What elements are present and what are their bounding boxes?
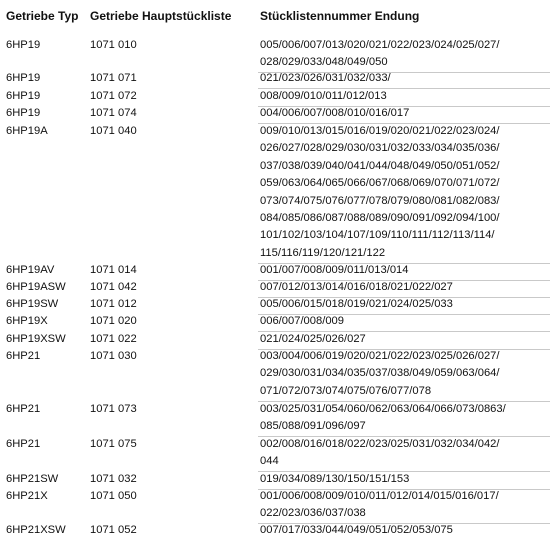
cell-getriebe-typ: 6HP21 [6, 438, 41, 450]
endung-line: 004/006/007/008/010/016/017 [260, 107, 410, 119]
endung-line: 021/023/026/031/032/033/ [260, 72, 391, 84]
cell-stuecklistennummer-endung [260, 471, 550, 488]
endung-line: 029/030/031/034/035/037/038/049/059/063/064/ [260, 367, 500, 380]
cell-hauptstueckliste: 1071 073 [90, 403, 137, 415]
cell-stuecklistennummer-endung [260, 522, 550, 539]
cell-getriebe-typ: 6HP19A [6, 125, 48, 137]
cell-getriebe-typ: 6HP19AV [6, 264, 55, 276]
cell-getriebe-typ: 6HP21XSW [6, 524, 66, 536]
cell-hauptstueckliste: 1071 030 [90, 350, 137, 362]
cell-getriebe-typ: 6HP19 [6, 39, 41, 51]
endung-line: 005/006/007/013/020/021/022/023/024/025/027/ [260, 39, 500, 51]
endung-line: 002/008/016/018/022/023/025/031/032/034/042/ [260, 438, 500, 450]
endung-line: 115/116/119/120/121/122 [260, 246, 386, 259]
header-getriebe-typ: Getriebe Typ [6, 9, 79, 23]
cell-stuecklistennummer-endung [260, 296, 550, 313]
endung-line: 085/088/091/096/097 [260, 420, 366, 433]
cell-stuecklistennummer-endung [260, 88, 550, 105]
cell-hauptstueckliste: 1071 014 [90, 264, 137, 276]
cell-getriebe-typ: 6HP19XSW [6, 333, 66, 345]
cell-stuecklistennummer-endung [260, 348, 550, 400]
endung-line: 021/024/025/026/027 [260, 333, 366, 345]
cell-getriebe-typ: 6HP21 [6, 350, 41, 362]
cell-getriebe-typ: 6HP21X [6, 490, 48, 502]
cell-stuecklistennummer-endung [260, 262, 550, 279]
cell-hauptstueckliste: 1071 074 [90, 107, 137, 119]
cell-getriebe-typ: 6HP21 [6, 403, 41, 415]
endung-line: 071/072/073/074/075/076/077/078 [260, 384, 432, 397]
endung-line: 001/007/008/009/011/013/014 [260, 264, 409, 276]
cell-getriebe-typ: 6HP21SW [6, 473, 59, 485]
cell-stuecklistennummer-endung [260, 37, 550, 72]
cell-stuecklistennummer-endung [260, 70, 550, 87]
endung-line: 006/007/008/009 [260, 315, 344, 327]
cell-getriebe-typ: 6HP19SW [6, 298, 59, 310]
cell-hauptstueckliste: 1071 042 [90, 281, 137, 293]
endung-line: 008/009/010/011/012/013 [260, 90, 387, 102]
cell-getriebe-typ: 6HP19 [6, 107, 41, 119]
cell-hauptstueckliste: 1071 010 [90, 39, 137, 51]
cell-hauptstueckliste: 1071 020 [90, 315, 137, 327]
endung-line: 019/034/089/130/150/151/153 [260, 473, 410, 485]
cell-getriebe-typ: 6HP19X [6, 315, 48, 327]
cell-hauptstueckliste: 1071 022 [90, 333, 137, 345]
endung-line: 028/029/033/048/049/050 [260, 56, 388, 69]
endung-line: 073/074/075/076/077/078/079/080/081/082/083/ [260, 194, 500, 207]
cell-hauptstueckliste: 1071 071 [90, 72, 137, 84]
cell-hauptstueckliste: 1071 072 [90, 90, 137, 102]
endung-line: 044 [260, 455, 279, 468]
endung-line: 007/012/013/014/016/018/021/022/027 [260, 281, 453, 293]
endung-line: 001/006/008/009/010/011/012/014/015/016/017/ [260, 490, 499, 502]
cell-hauptstueckliste: 1071 032 [90, 473, 137, 485]
cell-stuecklistennummer-endung [260, 436, 550, 471]
endung-line: 022/023/036/037/038 [260, 507, 366, 520]
header-stuecklistennummer-endung: Stücklistennummer Endung [260, 9, 420, 23]
cell-stuecklistennummer-endung [260, 331, 550, 348]
endung-line: 005/006/015/018/019/021/024/025/033 [260, 298, 453, 310]
endung-line: 003/004/006/019/020/021/022/023/025/026/027/ [260, 350, 500, 362]
cell-hauptstueckliste: 1071 075 [90, 438, 137, 450]
cell-getriebe-typ: 6HP19 [6, 90, 41, 102]
endung-line: 037/038/039/040/041/044/048/049/050/051/052/ [260, 159, 500, 172]
endung-line: 007/017/033/044/049/051/052/053/075 [260, 524, 453, 536]
cell-stuecklistennummer-endung [260, 401, 550, 436]
cell-getriebe-typ: 6HP19ASW [6, 281, 66, 293]
endung-line: 009/010/013/015/016/019/020/021/022/023/024/ [260, 125, 500, 137]
endung-line: 101/102/103/104/107/109/110/111/112/113/114/ [260, 229, 495, 242]
cell-stuecklistennummer-endung [260, 123, 550, 262]
endung-line: 084/085/086/087/088/089/090/091/092/094/100/ [260, 212, 500, 225]
cell-getriebe-typ: 6HP19 [6, 72, 41, 84]
endung-line: 059/063/064/065/066/067/068/069/070/071/072/ [260, 177, 500, 190]
cell-stuecklistennummer-endung [260, 488, 550, 523]
cell-hauptstueckliste: 1071 052 [90, 524, 137, 536]
cell-stuecklistennummer-endung [260, 279, 550, 296]
cell-hauptstueckliste: 1071 040 [90, 125, 137, 137]
cell-stuecklistennummer-endung [260, 313, 550, 330]
cell-hauptstueckliste: 1071 050 [90, 490, 137, 502]
cell-stuecklistennummer-endung [260, 105, 550, 122]
endung-line: 026/027/028/029/030/031/032/033/034/035/036/ [260, 142, 500, 155]
endung-line: 003/025/031/054/060/062/063/064/066/073/0863/ [260, 403, 506, 415]
cell-hauptstueckliste: 1071 012 [90, 298, 137, 310]
header-hauptstueckliste: Getriebe Hauptstückliste [90, 9, 232, 23]
